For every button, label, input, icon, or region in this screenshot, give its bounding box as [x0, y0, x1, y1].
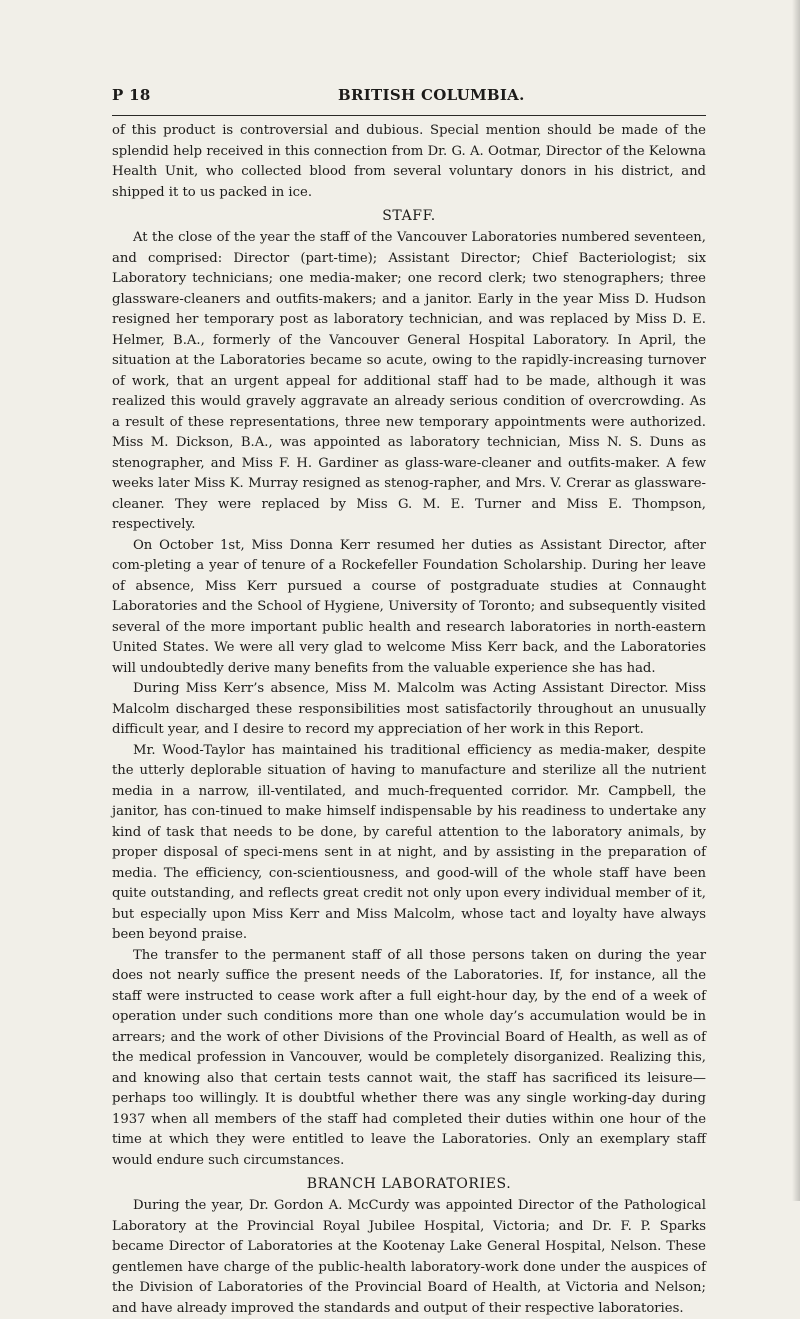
paragraph-continuation: of this product is controversial and dubious. Special mention should be made of the splendid help received in this connection from Dr. G. A. Ootmar, Director of the Kelowna Health Unit, who collected blood from several voluntary donors in his district, and shipped it to us packed in ice.: [112, 123, 706, 200]
running-head: [112, 86, 706, 110]
paragraph-staff-needs: The transfer to the permanent staff of all those persons taken on during the year does not nearly suffice the present needs of the Laboratories. If, for instance, all the staff were instructed to cease work after a full eight-hour day, by the end of a week of operation under such conditions more than one whole day’s accumulation would be in arrears; and the work of other Divisions of the Provincial Board of Health, as well as of the medical profession in Vancouver, would be completely disorganized. Realizing this, and knowing also that certain tests cannot wait, the staff has sacrificed its leisure—perhaps too willingly. It is doubtful whether there was any single working-day during 1937 when all members of the staff had completed their duties within one hour of the time at which they were entitled to leave the Laboratories. Only an exemplary staff would endure such circumstances.: [112, 947, 706, 1168]
report-body: [112, 121, 706, 1319]
section-heading-branch-laboratories: BRANCH LABORATORIES.: [306, 1176, 512, 1192]
paragraph-branch-laboratories: During the year, Dr. Gordon A. McCurdy was appointed Director of the Pathological Laboratory at the Provincial Royal Jubilee Hospital, Victoria; and Dr. F. P. Sparks became Director of Laboratories at the Kootenay Lake General Hospital, Nelson. These gentlemen have charge of the public-health laboratory-work done under the auspices of the Division of Laboratories of the Provincial Board of Health, at Victoria and Nelson; and have already improved the standards and output of their respective laboratories.: [112, 1198, 706, 1316]
section-heading-staff: STAFF.: [382, 208, 436, 224]
page-edge-shadow: [792, 0, 800, 1201]
header-rule: [112, 115, 706, 116]
paragraph-malcolm: During Miss Kerr’s absence, Miss M. Malcolm was Acting Assistant Director. Miss Malcolm discharged these responsibilities most satisfactorily throughout an unusually difficult year, and I desire to record my appreciation of her work in this Report.: [112, 681, 706, 737]
paragraph-staff-composition: At the close of the year the staff of the Vancouver Laboratories numbered seventeen, and comprised: Director (part-time); Assistant Director; Chief Bacteriologist; six Laboratory technicians; one media-maker; one record clerk; two stenographers; three glassware-cleaners and outfits-makers; and a janitor. Early in the year Miss D. Hudson resigned her temporary post as laboratory technician, and was replaced by Miss D. E. Helmer, B.A., formerly of the Vancouver General Hospital Laboratory. In April, the situation at the Laboratories became so acute, owing to the rapidly-increasing turnover of work, that an urgent appeal for additional staff had to be made, although it was realized this would gravely aggravate an already serious condition of overcrowding. As a result of these representations, three new temporary appointments were authorized. Miss M. Dickson, B.A., was appointed as laboratory technician, Miss N. S. Duns as stenographer, and Miss F. H. Gardiner as glass-ware-cleaner and outfits-maker. A few weeks later Miss K. Murray resigned as stenog-rapher, and Mrs. V. Crerar as glassware-cleaner. They were replaced by Miss G. M. E. Turner and Miss E. Thompson, respectively.: [112, 230, 706, 532]
paragraph-kerr-return: On October 1st, Miss Donna Kerr resumed her duties as Assistant Director, after com-pleting a year of tenure of a Rockefeller Foundation Scholarship. During her leave of absence, Miss Kerr pursued a course of postgraduate studies at Connaught Laboratories and the School of Hygiene, University of Toronto; and subsequently visited several of the more important public health and research laboratories in north-eastern United States. We were all very glad to welcome Miss Kerr back, and the Laboratories will undoubtedly derive many benefits from the valuable experience she has had.: [112, 537, 706, 676]
paragraph-media-maker: Mr. Wood-Taylor has maintained his traditional efficiency as media-maker, despite the utterly deplorable situation of having to manufacture and sterilize all the nutrient media in a narrow, ill-ventilated, and much-frequented corridor. Mr. Campbell, the janitor, has con-tinued to make himself indispensable by his readiness to undertake any kind of task that needs to be done, by careful attention to the laboratory animals, by proper disposal of speci-mens sent in at night, and by assisting in the preparation of media. The efficiency, con-scientiousness, and good-will of the whole staff have been quite outstanding, and reflects great credit not only upon every individual member of it, but especially upon Miss Kerr and Miss Malcolm, whose tact and loyalty have always been beyond praise.: [112, 742, 706, 942]
header-title: BRITISH COLUMBIA.: [338, 86, 525, 104]
page-number: P 18: [112, 86, 151, 104]
